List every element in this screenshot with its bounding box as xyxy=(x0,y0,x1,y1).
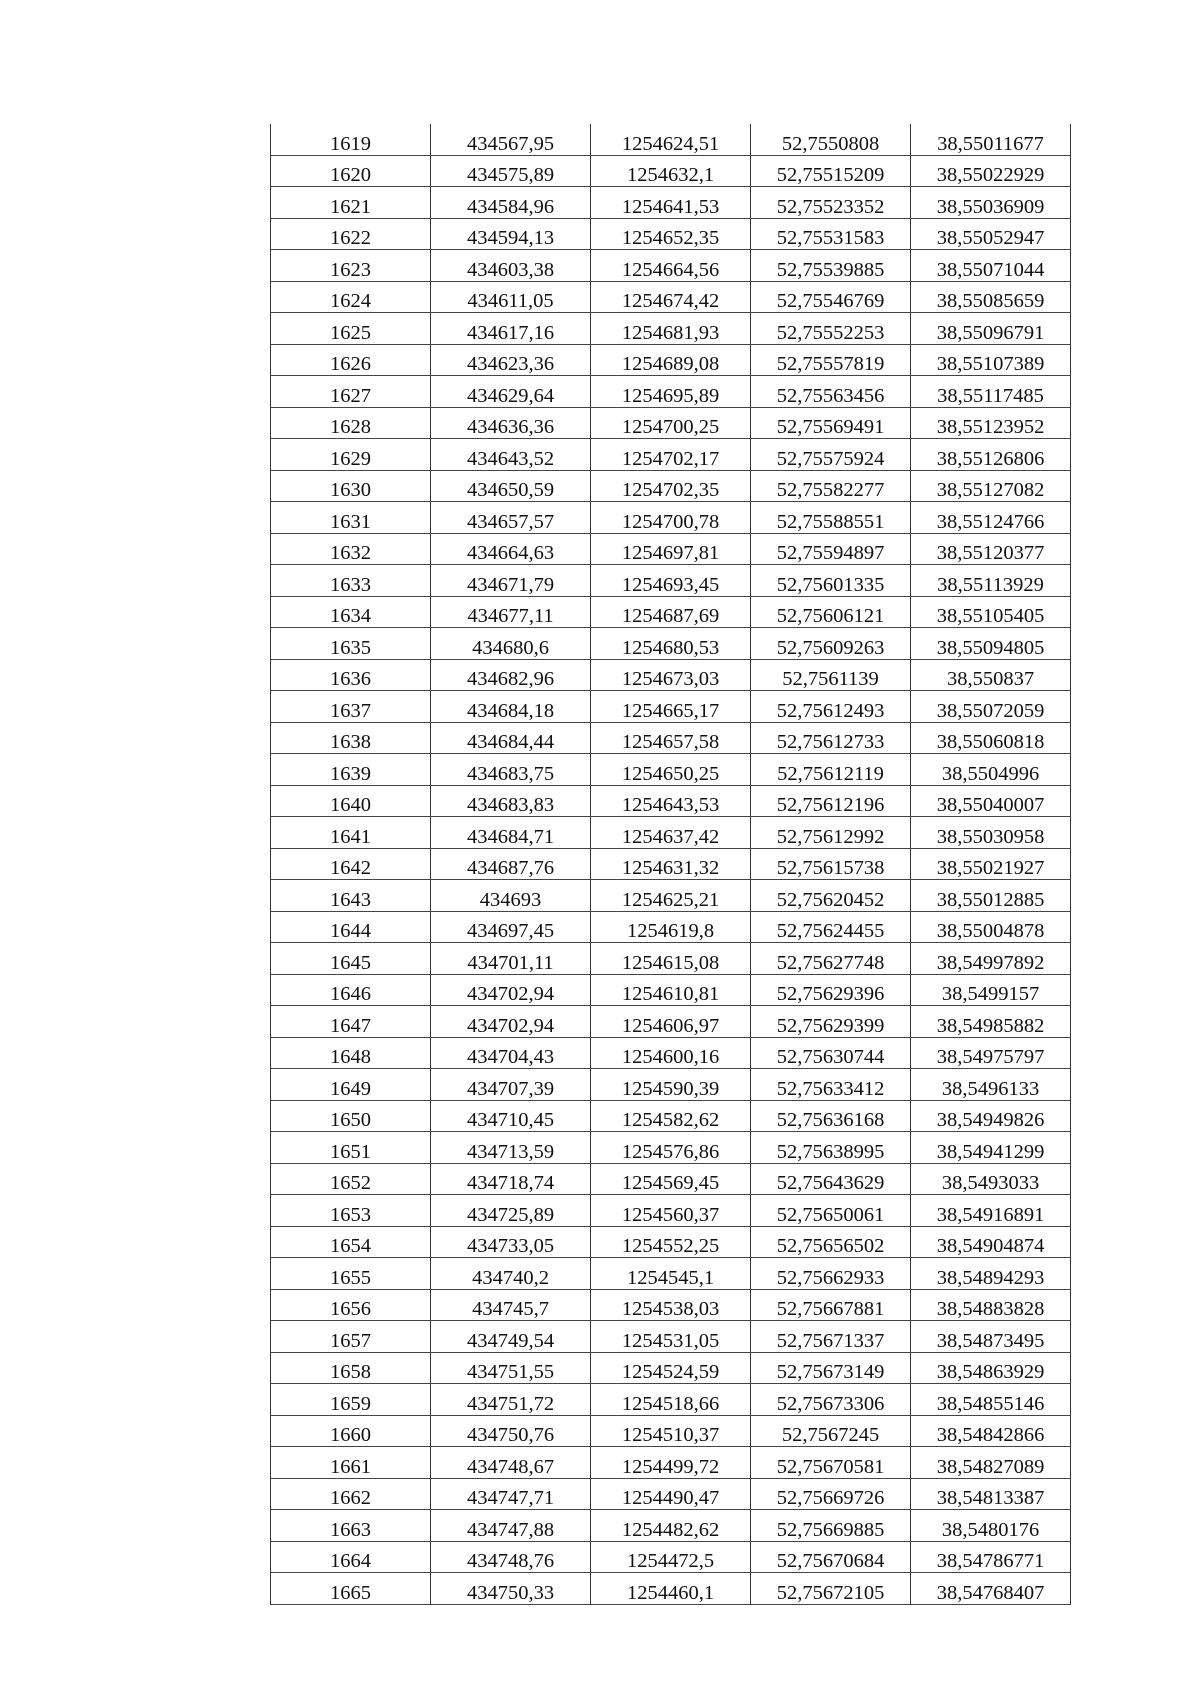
point-number-cell: 1619 xyxy=(271,124,431,155)
point-number-cell: 1634 xyxy=(271,596,431,628)
point-number-cell: 1638 xyxy=(271,722,431,754)
x-coordinate-cell: 434682,96 xyxy=(431,659,591,691)
x-coordinate-cell: 434697,45 xyxy=(431,911,591,943)
longitude-cell: 38,54997892 xyxy=(911,943,1071,975)
longitude-cell: 38,5504996 xyxy=(911,754,1071,786)
y-coordinate-cell: 1254702,17 xyxy=(591,439,751,471)
latitude-cell: 52,75671337 xyxy=(751,1321,911,1353)
table-row xyxy=(271,313,1071,345)
y-coordinate-cell: 1254510,37 xyxy=(591,1415,751,1447)
y-coordinate-cell: 1254472,5 xyxy=(591,1541,751,1573)
longitude-cell: 38,55123952 xyxy=(911,407,1071,439)
x-coordinate-cell: 434617,16 xyxy=(431,313,591,345)
point-number-cell: 1652 xyxy=(271,1163,431,1195)
point-number-cell: 1626 xyxy=(271,344,431,376)
longitude-cell: 38,54827089 xyxy=(911,1447,1071,1479)
table-row xyxy=(271,1478,1071,1510)
latitude-cell: 52,75588551 xyxy=(751,502,911,534)
longitude-cell: 38,5493033 xyxy=(911,1163,1071,1195)
point-number-cell: 1631 xyxy=(271,502,431,534)
point-number-cell: 1650 xyxy=(271,1100,431,1132)
y-coordinate-cell: 1254625,21 xyxy=(591,880,751,912)
y-coordinate-cell: 1254569,45 xyxy=(591,1163,751,1195)
y-coordinate-cell: 1254697,81 xyxy=(591,533,751,565)
x-coordinate-cell: 434702,94 xyxy=(431,974,591,1006)
longitude-cell: 38,54855146 xyxy=(911,1384,1071,1416)
latitude-cell: 52,75656502 xyxy=(751,1226,911,1258)
longitude-cell: 38,55124766 xyxy=(911,502,1071,534)
point-number-cell: 1642 xyxy=(271,848,431,880)
point-number-cell: 1646 xyxy=(271,974,431,1006)
y-coordinate-cell: 1254499,72 xyxy=(591,1447,751,1479)
latitude-cell: 52,75609263 xyxy=(751,628,911,660)
longitude-cell: 38,5499157 xyxy=(911,974,1071,1006)
longitude-cell: 38,55127082 xyxy=(911,470,1071,502)
x-coordinate-cell: 434671,79 xyxy=(431,565,591,597)
longitude-cell: 38,55052947 xyxy=(911,218,1071,250)
point-number-cell: 1643 xyxy=(271,880,431,912)
x-coordinate-cell: 434693 xyxy=(431,880,591,912)
latitude-cell: 52,75552253 xyxy=(751,313,911,345)
y-coordinate-cell: 1254700,78 xyxy=(591,502,751,534)
point-number-cell: 1624 xyxy=(271,281,431,313)
y-coordinate-cell: 1254610,81 xyxy=(591,974,751,1006)
longitude-cell: 38,55105405 xyxy=(911,596,1071,628)
point-number-cell: 1664 xyxy=(271,1541,431,1573)
point-number-cell: 1633 xyxy=(271,565,431,597)
longitude-cell: 38,55072059 xyxy=(911,691,1071,723)
point-number-cell: 1656 xyxy=(271,1289,431,1321)
point-number-cell: 1645 xyxy=(271,943,431,975)
point-number-cell: 1659 xyxy=(271,1384,431,1416)
latitude-cell: 52,75624455 xyxy=(751,911,911,943)
table-row xyxy=(271,1037,1071,1069)
point-number-cell: 1648 xyxy=(271,1037,431,1069)
table-row xyxy=(271,376,1071,408)
table-row xyxy=(271,691,1071,723)
y-coordinate-cell: 1254664,56 xyxy=(591,250,751,282)
latitude-cell: 52,75633412 xyxy=(751,1069,911,1101)
table-row xyxy=(271,187,1071,219)
point-number-cell: 1629 xyxy=(271,439,431,471)
x-coordinate-cell: 434650,59 xyxy=(431,470,591,502)
table-row xyxy=(271,407,1071,439)
table-row xyxy=(271,1321,1071,1353)
x-coordinate-cell: 434701,11 xyxy=(431,943,591,975)
table-row xyxy=(271,439,1071,471)
latitude-cell: 52,75539885 xyxy=(751,250,911,282)
point-number-cell: 1635 xyxy=(271,628,431,660)
x-coordinate-cell: 434611,05 xyxy=(431,281,591,313)
y-coordinate-cell: 1254524,59 xyxy=(591,1352,751,1384)
x-coordinate-cell: 434707,39 xyxy=(431,1069,591,1101)
point-number-cell: 1641 xyxy=(271,817,431,849)
table-row xyxy=(271,1069,1071,1101)
x-coordinate-cell: 434683,75 xyxy=(431,754,591,786)
longitude-cell: 38,54842866 xyxy=(911,1415,1071,1447)
table-row xyxy=(271,911,1071,943)
longitude-cell: 38,54894293 xyxy=(911,1258,1071,1290)
x-coordinate-cell: 434718,74 xyxy=(431,1163,591,1195)
x-coordinate-cell: 434684,18 xyxy=(431,691,591,723)
y-coordinate-cell: 1254650,25 xyxy=(591,754,751,786)
point-number-cell: 1662 xyxy=(271,1478,431,1510)
table-row xyxy=(271,1226,1071,1258)
table-row xyxy=(271,1006,1071,1038)
x-coordinate-cell: 434603,38 xyxy=(431,250,591,282)
y-coordinate-cell: 1254582,62 xyxy=(591,1100,751,1132)
longitude-cell: 38,55022929 xyxy=(911,155,1071,187)
point-number-cell: 1651 xyxy=(271,1132,431,1164)
latitude-cell: 52,75667881 xyxy=(751,1289,911,1321)
table-row xyxy=(271,1195,1071,1227)
longitude-cell: 38,54768407 xyxy=(911,1573,1071,1605)
point-number-cell: 1658 xyxy=(271,1352,431,1384)
longitude-cell: 38,55071044 xyxy=(911,250,1071,282)
table-row xyxy=(271,722,1071,754)
table-row xyxy=(271,533,1071,565)
y-coordinate-cell: 1254657,58 xyxy=(591,722,751,754)
longitude-cell: 38,54786771 xyxy=(911,1541,1071,1573)
longitude-cell: 38,5480176 xyxy=(911,1510,1071,1542)
y-coordinate-cell: 1254702,35 xyxy=(591,470,751,502)
latitude-cell: 52,75627748 xyxy=(751,943,911,975)
y-coordinate-cell: 1254700,25 xyxy=(591,407,751,439)
y-coordinate-cell: 1254560,37 xyxy=(591,1195,751,1227)
x-coordinate-cell: 434710,45 xyxy=(431,1100,591,1132)
y-coordinate-cell: 1254687,69 xyxy=(591,596,751,628)
y-coordinate-cell: 1254652,35 xyxy=(591,218,751,250)
longitude-cell: 38,55012885 xyxy=(911,880,1071,912)
table-row xyxy=(271,470,1071,502)
y-coordinate-cell: 1254631,32 xyxy=(591,848,751,880)
table-row xyxy=(271,250,1071,282)
latitude-cell: 52,75643629 xyxy=(751,1163,911,1195)
point-number-cell: 1653 xyxy=(271,1195,431,1227)
longitude-cell: 38,54873495 xyxy=(911,1321,1071,1353)
latitude-cell: 52,75669726 xyxy=(751,1478,911,1510)
latitude-cell: 52,75569491 xyxy=(751,407,911,439)
x-coordinate-cell: 434749,54 xyxy=(431,1321,591,1353)
x-coordinate-cell: 434584,96 xyxy=(431,187,591,219)
latitude-cell: 52,75612196 xyxy=(751,785,911,817)
table-row xyxy=(271,1415,1071,1447)
latitude-cell: 52,75629396 xyxy=(751,974,911,1006)
y-coordinate-cell: 1254632,1 xyxy=(591,155,751,187)
point-number-cell: 1665 xyxy=(271,1573,431,1605)
longitude-cell: 38,54985882 xyxy=(911,1006,1071,1038)
x-coordinate-cell: 434740,2 xyxy=(431,1258,591,1290)
x-coordinate-cell: 434747,88 xyxy=(431,1510,591,1542)
point-number-cell: 1663 xyxy=(271,1510,431,1542)
point-number-cell: 1654 xyxy=(271,1226,431,1258)
table-row xyxy=(271,848,1071,880)
x-coordinate-cell: 434733,05 xyxy=(431,1226,591,1258)
latitude-cell: 52,75563456 xyxy=(751,376,911,408)
x-coordinate-cell: 434748,76 xyxy=(431,1541,591,1573)
latitude-cell: 52,75557819 xyxy=(751,344,911,376)
latitude-cell: 52,75673149 xyxy=(751,1352,911,1384)
point-number-cell: 1628 xyxy=(271,407,431,439)
y-coordinate-cell: 1254600,16 xyxy=(591,1037,751,1069)
latitude-cell: 52,75546769 xyxy=(751,281,911,313)
longitude-cell: 38,55113929 xyxy=(911,565,1071,597)
longitude-cell: 38,54813387 xyxy=(911,1478,1071,1510)
y-coordinate-cell: 1254606,97 xyxy=(591,1006,751,1038)
y-coordinate-cell: 1254695,89 xyxy=(591,376,751,408)
point-number-cell: 1636 xyxy=(271,659,431,691)
table-row xyxy=(271,628,1071,660)
x-coordinate-cell: 434629,64 xyxy=(431,376,591,408)
table-row xyxy=(271,880,1071,912)
point-number-cell: 1637 xyxy=(271,691,431,723)
coordinates-table xyxy=(270,124,1071,1605)
latitude-cell: 52,75670684 xyxy=(751,1541,911,1573)
table-row xyxy=(271,659,1071,691)
table-row xyxy=(271,943,1071,975)
point-number-cell: 1661 xyxy=(271,1447,431,1479)
point-number-cell: 1622 xyxy=(271,218,431,250)
y-coordinate-cell: 1254641,53 xyxy=(591,187,751,219)
longitude-cell: 38,55117485 xyxy=(911,376,1071,408)
latitude-cell: 52,75630744 xyxy=(751,1037,911,1069)
y-coordinate-cell: 1254637,42 xyxy=(591,817,751,849)
point-number-cell: 1630 xyxy=(271,470,431,502)
table-row xyxy=(271,1573,1071,1605)
point-number-cell: 1647 xyxy=(271,1006,431,1038)
x-coordinate-cell: 434657,57 xyxy=(431,502,591,534)
latitude-cell: 52,75612733 xyxy=(751,722,911,754)
point-number-cell: 1649 xyxy=(271,1069,431,1101)
x-coordinate-cell: 434750,76 xyxy=(431,1415,591,1447)
latitude-cell: 52,75594897 xyxy=(751,533,911,565)
longitude-cell: 38,55126806 xyxy=(911,439,1071,471)
point-number-cell: 1640 xyxy=(271,785,431,817)
y-coordinate-cell: 1254619,8 xyxy=(591,911,751,943)
latitude-cell: 52,75612493 xyxy=(751,691,911,723)
longitude-cell: 38,54916891 xyxy=(911,1195,1071,1227)
x-coordinate-cell: 434643,52 xyxy=(431,439,591,471)
latitude-cell: 52,75629399 xyxy=(751,1006,911,1038)
point-number-cell: 1625 xyxy=(271,313,431,345)
longitude-cell: 38,55040007 xyxy=(911,785,1071,817)
latitude-cell: 52,75612119 xyxy=(751,754,911,786)
longitude-cell: 38,55030958 xyxy=(911,817,1071,849)
longitude-cell: 38,55120377 xyxy=(911,533,1071,565)
table-row xyxy=(271,565,1071,597)
y-coordinate-cell: 1254624,51 xyxy=(591,124,751,155)
latitude-cell: 52,75601335 xyxy=(751,565,911,597)
x-coordinate-cell: 434677,11 xyxy=(431,596,591,628)
x-coordinate-cell: 434750,33 xyxy=(431,1573,591,1605)
x-coordinate-cell: 434636,36 xyxy=(431,407,591,439)
point-number-cell: 1644 xyxy=(271,911,431,943)
y-coordinate-cell: 1254680,53 xyxy=(591,628,751,660)
y-coordinate-cell: 1254552,25 xyxy=(591,1226,751,1258)
y-coordinate-cell: 1254538,03 xyxy=(591,1289,751,1321)
y-coordinate-cell: 1254482,62 xyxy=(591,1510,751,1542)
x-coordinate-cell: 434747,71 xyxy=(431,1478,591,1510)
table-row xyxy=(271,1447,1071,1479)
x-coordinate-cell: 434684,44 xyxy=(431,722,591,754)
table-row xyxy=(271,155,1071,187)
y-coordinate-cell: 1254665,17 xyxy=(591,691,751,723)
longitude-cell: 38,550837 xyxy=(911,659,1071,691)
x-coordinate-cell: 434713,59 xyxy=(431,1132,591,1164)
latitude-cell: 52,75650061 xyxy=(751,1195,911,1227)
latitude-cell: 52,75638995 xyxy=(751,1132,911,1164)
latitude-cell: 52,75636168 xyxy=(751,1100,911,1132)
point-number-cell: 1655 xyxy=(271,1258,431,1290)
x-coordinate-cell: 434664,63 xyxy=(431,533,591,565)
point-number-cell: 1621 xyxy=(271,187,431,219)
latitude-cell: 52,7550808 xyxy=(751,124,911,155)
longitude-cell: 38,55021927 xyxy=(911,848,1071,880)
longitude-cell: 38,55036909 xyxy=(911,187,1071,219)
table-row xyxy=(271,1289,1071,1321)
longitude-cell: 38,55060818 xyxy=(911,722,1071,754)
y-coordinate-cell: 1254673,03 xyxy=(591,659,751,691)
point-number-cell: 1639 xyxy=(271,754,431,786)
latitude-cell: 52,75669885 xyxy=(751,1510,911,1542)
longitude-cell: 38,55004878 xyxy=(911,911,1071,943)
latitude-cell: 52,75582277 xyxy=(751,470,911,502)
table-row xyxy=(271,344,1071,376)
longitude-cell: 38,55085659 xyxy=(911,281,1071,313)
latitude-cell: 52,75670581 xyxy=(751,1447,911,1479)
longitude-cell: 38,54941299 xyxy=(911,1132,1071,1164)
x-coordinate-cell: 434687,76 xyxy=(431,848,591,880)
longitude-cell: 38,55107389 xyxy=(911,344,1071,376)
longitude-cell: 38,54949826 xyxy=(911,1100,1071,1132)
table-row xyxy=(271,1352,1071,1384)
point-number-cell: 1660 xyxy=(271,1415,431,1447)
table-row xyxy=(271,754,1071,786)
latitude-cell: 52,75515209 xyxy=(751,155,911,187)
y-coordinate-cell: 1254681,93 xyxy=(591,313,751,345)
coordinates-table-body xyxy=(271,124,1071,1604)
table-row xyxy=(271,1258,1071,1290)
table-row xyxy=(271,1384,1071,1416)
table-row xyxy=(271,1132,1071,1164)
y-coordinate-cell: 1254531,05 xyxy=(591,1321,751,1353)
table-row xyxy=(271,218,1071,250)
latitude-cell: 52,75531583 xyxy=(751,218,911,250)
longitude-cell: 38,55094805 xyxy=(911,628,1071,660)
latitude-cell: 52,75662933 xyxy=(751,1258,911,1290)
y-coordinate-cell: 1254693,45 xyxy=(591,565,751,597)
y-coordinate-cell: 1254490,47 xyxy=(591,1478,751,1510)
x-coordinate-cell: 434684,71 xyxy=(431,817,591,849)
latitude-cell: 52,7567245 xyxy=(751,1415,911,1447)
latitude-cell: 52,75575924 xyxy=(751,439,911,471)
longitude-cell: 38,54975797 xyxy=(911,1037,1071,1069)
latitude-cell: 52,75612992 xyxy=(751,817,911,849)
table-row xyxy=(271,1100,1071,1132)
point-number-cell: 1620 xyxy=(271,155,431,187)
y-coordinate-cell: 1254615,08 xyxy=(591,943,751,975)
y-coordinate-cell: 1254576,86 xyxy=(591,1132,751,1164)
y-coordinate-cell: 1254674,42 xyxy=(591,281,751,313)
latitude-cell: 52,75615738 xyxy=(751,848,911,880)
x-coordinate-cell: 434725,89 xyxy=(431,1195,591,1227)
table-row xyxy=(271,1541,1071,1573)
latitude-cell: 52,75672105 xyxy=(751,1573,911,1605)
longitude-cell: 38,55096791 xyxy=(911,313,1071,345)
x-coordinate-cell: 434748,67 xyxy=(431,1447,591,1479)
longitude-cell: 38,5496133 xyxy=(911,1069,1071,1101)
table-row xyxy=(271,817,1071,849)
y-coordinate-cell: 1254460,1 xyxy=(591,1573,751,1605)
longitude-cell: 38,54883828 xyxy=(911,1289,1071,1321)
latitude-cell: 52,7561139 xyxy=(751,659,911,691)
y-coordinate-cell: 1254643,53 xyxy=(591,785,751,817)
point-number-cell: 1627 xyxy=(271,376,431,408)
longitude-cell: 38,54863929 xyxy=(911,1352,1071,1384)
latitude-cell: 52,75620452 xyxy=(751,880,911,912)
latitude-cell: 52,75606121 xyxy=(751,596,911,628)
y-coordinate-cell: 1254590,39 xyxy=(591,1069,751,1101)
x-coordinate-cell: 434745,7 xyxy=(431,1289,591,1321)
x-coordinate-cell: 434704,43 xyxy=(431,1037,591,1069)
latitude-cell: 52,75673306 xyxy=(751,1384,911,1416)
longitude-cell: 38,54904874 xyxy=(911,1226,1071,1258)
y-coordinate-cell: 1254689,08 xyxy=(591,344,751,376)
point-number-cell: 1632 xyxy=(271,533,431,565)
point-number-cell: 1657 xyxy=(271,1321,431,1353)
y-coordinate-cell: 1254545,1 xyxy=(591,1258,751,1290)
y-coordinate-cell: 1254518,66 xyxy=(591,1384,751,1416)
x-coordinate-cell: 434594,13 xyxy=(431,218,591,250)
x-coordinate-cell: 434751,72 xyxy=(431,1384,591,1416)
x-coordinate-cell: 434575,89 xyxy=(431,155,591,187)
x-coordinate-cell: 434623,36 xyxy=(431,344,591,376)
table-row xyxy=(271,1510,1071,1542)
x-coordinate-cell: 434683,83 xyxy=(431,785,591,817)
point-number-cell: 1623 xyxy=(271,250,431,282)
table-row xyxy=(271,1163,1071,1195)
x-coordinate-cell: 434567,95 xyxy=(431,124,591,155)
table-row xyxy=(271,974,1071,1006)
x-coordinate-cell: 434751,55 xyxy=(431,1352,591,1384)
table-row xyxy=(271,502,1071,534)
table-row xyxy=(271,124,1071,155)
x-coordinate-cell: 434680,6 xyxy=(431,628,591,660)
latitude-cell: 52,75523352 xyxy=(751,187,911,219)
longitude-cell: 38,55011677 xyxy=(911,124,1071,155)
table-row xyxy=(271,785,1071,817)
x-coordinate-cell: 434702,94 xyxy=(431,1006,591,1038)
table-row xyxy=(271,281,1071,313)
table-row xyxy=(271,596,1071,628)
